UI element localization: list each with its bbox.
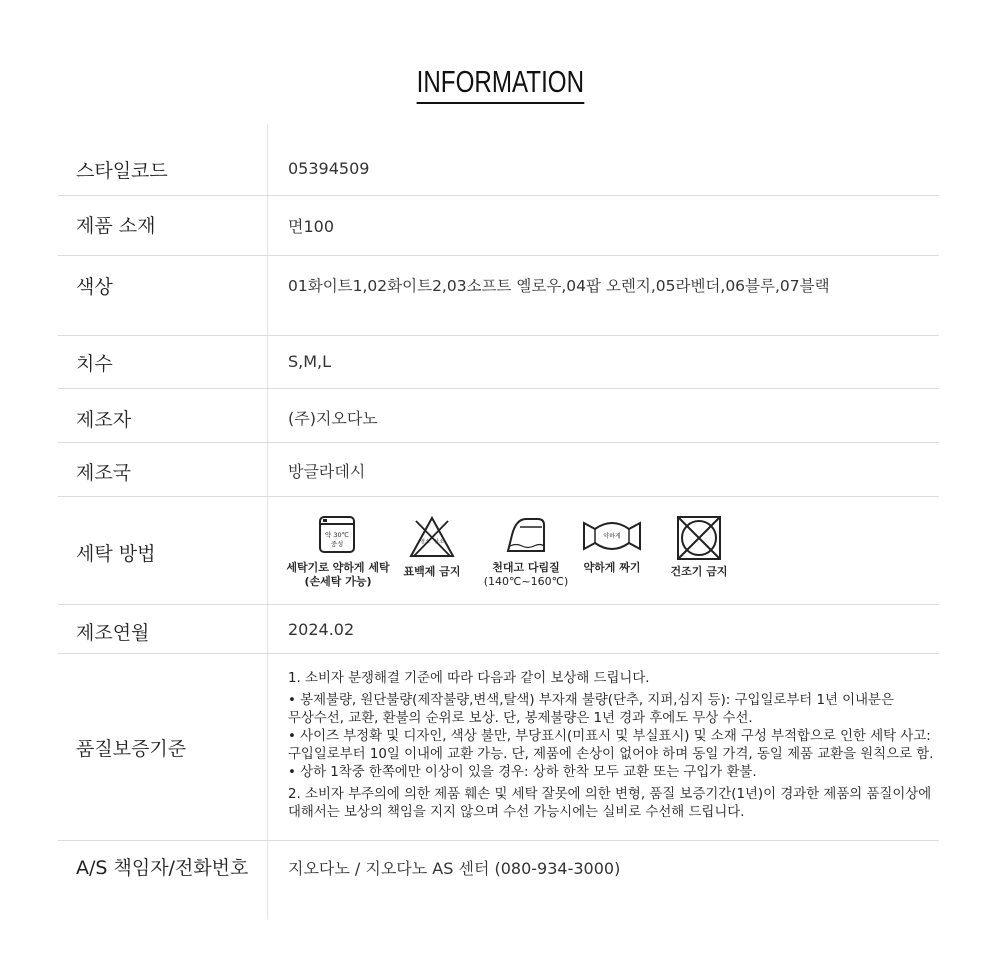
row-label: A/S 책임자/전화번호	[76, 857, 249, 879]
row-label: 제조연월	[76, 622, 150, 644]
symbol-text: 약하게	[603, 533, 621, 540]
wash-item	[575, 515, 649, 575]
page-title: INFORMATION	[416, 64, 583, 104]
wash-caption: 표백제 금지	[403, 565, 461, 578]
row-washing	[58, 497, 939, 605]
gentle-wring-icon	[581, 515, 643, 555]
symbol-right: 산소	[434, 539, 444, 545]
quality-line: 무상수선, 교환, 환불의 순위로 보상. 단, 봉제불량은 1년 경과 후에도 무상 수선.	[288, 711, 753, 726]
symbol-bottom: 중성	[330, 540, 344, 548]
row-date	[58, 605, 939, 654]
row-value: 05394509	[288, 159, 370, 178]
row-value: 01화이트1,02화이트2,03소프트 옐로우,04팝 오렌지,05라벤더,06블루,07블랙	[288, 277, 830, 295]
row-color	[58, 256, 939, 336]
row-value: 방글라데시	[288, 462, 366, 481]
wash-item	[390, 515, 474, 579]
row-label: 제조국	[76, 462, 132, 484]
symbol-left: 염소	[420, 539, 430, 545]
quality-line: 1. 소비자 분쟁해결 기준에 따라 다음과 같이 보상해 드립니다.	[288, 671, 650, 686]
row-material	[58, 196, 939, 256]
wash-caption-sub: (손세탁 가능)	[304, 575, 372, 588]
quality-text	[288, 670, 938, 822]
row-country	[58, 443, 939, 497]
row-label: 세탁 방법	[76, 543, 156, 565]
wash-caption: 세탁기로 약하게 세탁	[286, 561, 390, 574]
wash-caption: 약하게 짜기	[583, 561, 641, 574]
row-maker	[58, 389, 939, 443]
wash-item	[659, 515, 739, 579]
row-value: S,M,L	[288, 352, 332, 371]
row-label: 제조자	[76, 409, 132, 431]
row-size	[58, 336, 939, 389]
quality-line: 2. 소비자 부주의에 의한 제품 훼손 및 세탁 잘못에 의한 변형, 품질 보증기간(1년)이 경과한 제품의 품질이상에	[288, 787, 932, 802]
row-label: 제품 소재	[76, 215, 156, 237]
row-value: 2024.02	[288, 620, 355, 639]
row-value: 지오다노 / 지오다노 AS 센터 (080-934-3000)	[288, 859, 621, 878]
wash-item	[283, 515, 393, 589]
row-as	[58, 841, 939, 891]
row-quality	[58, 654, 939, 841]
quality-line: • 사이즈 부정확 및 디자인, 색상 불만, 부당표시(미표시 및 부실표시) 및 소재 구성 부적합으로 인한 세탁 사고:	[288, 729, 931, 744]
wash-item	[478, 515, 574, 589]
title-wrap	[0, 64, 1000, 104]
wash-caption-sub: (140℃~160℃)	[483, 575, 569, 588]
row-style-code	[58, 143, 939, 196]
no-tumble-dry-icon	[676, 515, 722, 561]
washing-icons	[283, 515, 733, 595]
row-value: 면100	[288, 217, 334, 236]
iron-icon	[502, 515, 550, 555]
row-value: (주)지오다노	[288, 409, 378, 428]
quality-line: • 봉제불량, 원단불량(제작불량,변색,탈색) 부자재 불량(단추, 지퍼,심지 등): 구입일로부터 1년 이내분은	[288, 693, 894, 708]
wash-caption: 천대고 다림질	[492, 561, 560, 574]
row-label: 스타일코드	[76, 160, 168, 182]
symbol-top: 약 30℃	[325, 531, 349, 539]
no-bleach-icon	[407, 515, 457, 559]
quality-line: 구입일로부터 10일 이내에 교환 가능. 단, 제품에 손상이 없어야 하며 동일 가격, 동일 제품 교환을 원칙으로 함.	[288, 747, 934, 762]
row-label: 색상	[76, 276, 113, 298]
quality-line: • 상하 1착중 한쪽에만 이상이 있을 경우: 상하 한착 모두 교환 또는 구입가 환불.	[288, 765, 757, 780]
hand-wash-30c-icon	[318, 515, 358, 555]
row-label: 품질보증기준	[76, 738, 187, 760]
wash-caption: 건조기 금지	[670, 565, 728, 578]
row-label: 치수	[76, 353, 113, 375]
quality-line: 대해서는 보상의 책임을 지지 않으며 수선 가능시에는 실비로 수선해 드립니다.	[288, 805, 745, 820]
